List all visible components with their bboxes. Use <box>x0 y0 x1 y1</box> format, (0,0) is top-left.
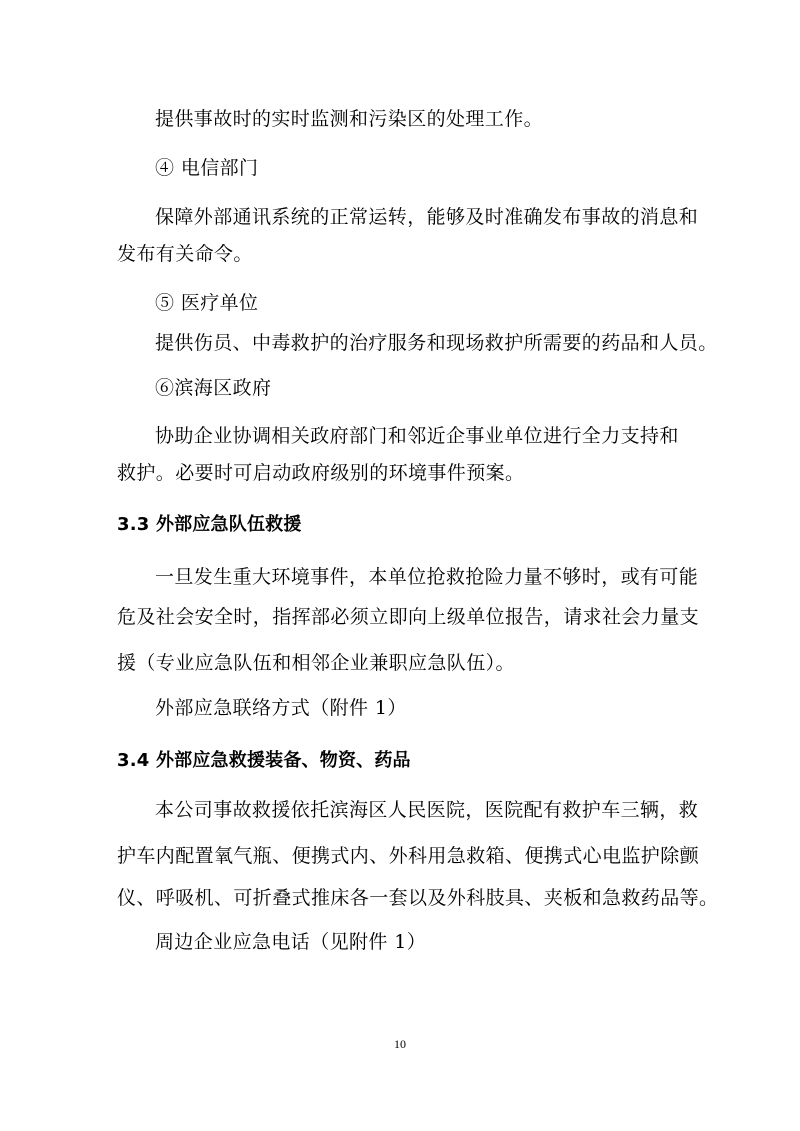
section-heading-3-4: 3.4 外部应急救援装备、物资、药品 <box>117 750 411 771</box>
paragraph-telecom-line-1: 保障外部通讯系统的正常运转，能够及时准确发布事故的消息和 <box>155 206 699 228</box>
section-heading-3-3: 3.3 外部应急队伍救援 <box>117 514 302 535</box>
paragraph-contact: 外部应急联络方式（附件 1） <box>155 697 407 719</box>
paragraph-equipment-line-2: 护车内配置氧气瓶、便携式内、外科用急救箱、便携式心电监护除颤 <box>117 845 700 867</box>
item-telecom-heading: ④ 电信部门 <box>155 157 259 179</box>
paragraph-rescue-line-2: 危及社会安全时，指挥部必须立即向上级单位报告，请求社会力量支 <box>117 606 700 628</box>
paragraph-rescue-line-1: 一旦发生重大环境事件，本单位抢救抢险力量不够时，或有可能 <box>155 566 699 588</box>
paragraph-government-line-1: 协助企业协调相关政府部门和邻近企事业单位进行全力支持和 <box>155 425 679 447</box>
item-medical-heading: ⑤ 医疗单位 <box>155 292 259 314</box>
paragraph-monitoring: 提供事故时的实时监测和污染区的处理工作。 <box>155 108 544 130</box>
paragraph-equipment-line-3: 仪、呼吸机、可折叠式推床各一套以及外科肢具、夹板和急救药品等。 <box>117 887 719 909</box>
item-government-heading: ⑥滨海区政府 <box>155 377 272 399</box>
paragraph-medical: 提供伤员、中毒救护的治疗服务和现场救护所需要的药品和人员。 <box>155 332 718 354</box>
paragraph-telecom-line-2: 发布有关命令。 <box>117 243 253 265</box>
page-number: 10 <box>394 1037 406 1051</box>
paragraph-government-line-2: 救护。必要时可启动政府级别的环境事件预案。 <box>117 462 525 484</box>
paragraph-rescue-line-3: 援（专业应急队伍和相邻企业兼职应急队伍）。 <box>117 652 515 674</box>
paragraph-equipment-line-1: 本公司事故救援依托滨海区人民医院，医院配有救护车三辆，救 <box>155 799 699 821</box>
paragraph-nearby-phone: 周边企业应急电话（见附件 1） <box>155 931 427 953</box>
